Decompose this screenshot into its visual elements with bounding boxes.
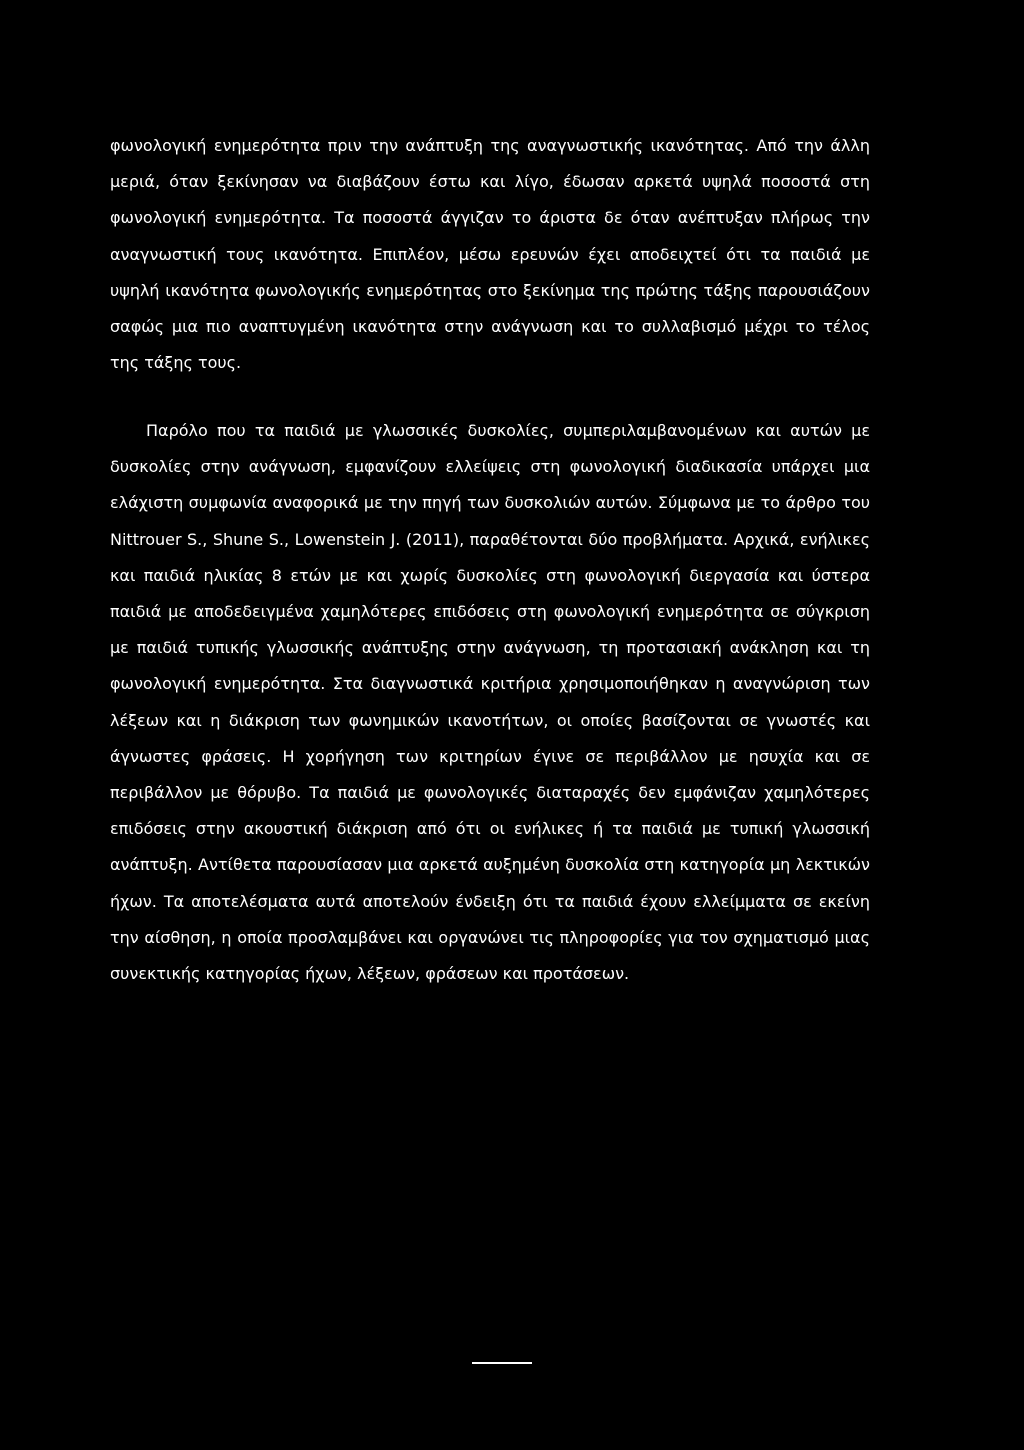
paragraph-1: φωνολογική ενημερότητα πριν την ανάπτυξη της αναγνωστικής ικανότητας. Από την άλλη μεριά, όταν ξεκίνησαν να διαβάζουν έστω και λίγο, έδωσαν αρκετά υψηλά ποσοστά στη φωνολογική ενημερότητα. Τα ποσοστά άγγιζαν το άριστα δε όταν ανέπτυξαν πλήρως την αναγνωστική τους ικανότητα. Επιπλέον, μέσω ερευνών έχει αποδειχτεί ότι τα παιδιά με υψηλή ικανότητα φωνολογικής ενημερότητας στο ξεκίνημα της πρώτης τάξης παρουσιάζουν σαφώς μια πιο αναπτυγμένη ικανότητα στην ανάγνωση και το συλλαβισμό μέχρι το τέλος της τάξης τους. [110,136,870,373]
footer-divider [472,1362,532,1364]
paragraph-2: Παρόλο που τα παιδιά με γλωσσικές δυσκολίες, συμπεριλαμβανομένων και αυτών με δυσκολίες στην ανάγνωση, εμφανίζουν ελλείψεις στη φωνολογική διαδικασία υπάρχει μια ελάχιστη συμφωνία αναφορικά με την πηγή των δυσκολιών αυτών. Σύμφωνα με το άρθρο του Nittrouer S., Shune S., Lowenstein J. (2011), παραθέτονται δύο προβλήματα. Αρχικά, ενήλικες και παιδιά ηλικίας 8 ετών με και χωρίς δυσκολίες στη φωνολογική διεργασία και ύστερα παιδιά με αποδεδειγμένα χαμηλότερες επιδόσεις στη φωνολογική ενημερότητα σε σύγκριση με παιδιά τυπικής γλωσσικής ανάπτυξης στην ανάγνωση, τη προτασιακή ανάκληση και τη φωνολογική ενημερότητα. Στα διαγνωστικά κριτήρια χρησιμοποιήθηκαν η αναγνώριση των λέξεων και η διάκριση των φωνημικών ικανοτήτων, οι οποίες βασίζονται σε γνωστές και άγνωστες φράσεις. Η χορήγηση των κριτηρίων έγινε σε περιβάλλον με ησυχία και σε περιβάλλον με θόρυβο. Τα παιδιά με φωνολογικές διαταραχές δεν εμφάνιζαν χαμηλότερες επιδόσεις στην ακουστική διάκριση από ότι οι ενήλικες ή τα παιδιά με τυπική γλωσσική ανάπτυξη. Αντίθετα παρουσίασαν μια αρκετά αυξημένη δυσκολία στη κατηγορία μη λεκτικών ήχων. Τα αποτελέσματα αυτά αποτελούν ένδειξη ότι τα παιδιά έχουν ελλείμματα σε εκείνη την αίσθηση, η οποία προσλαμβάνει και οργανώνει τις πληροφορίες για τον σχηματισμό μιας συνεκτικής κατηγορίας ήχων, λέξεων, φράσεων και προτάσεων. [110,421,870,984]
